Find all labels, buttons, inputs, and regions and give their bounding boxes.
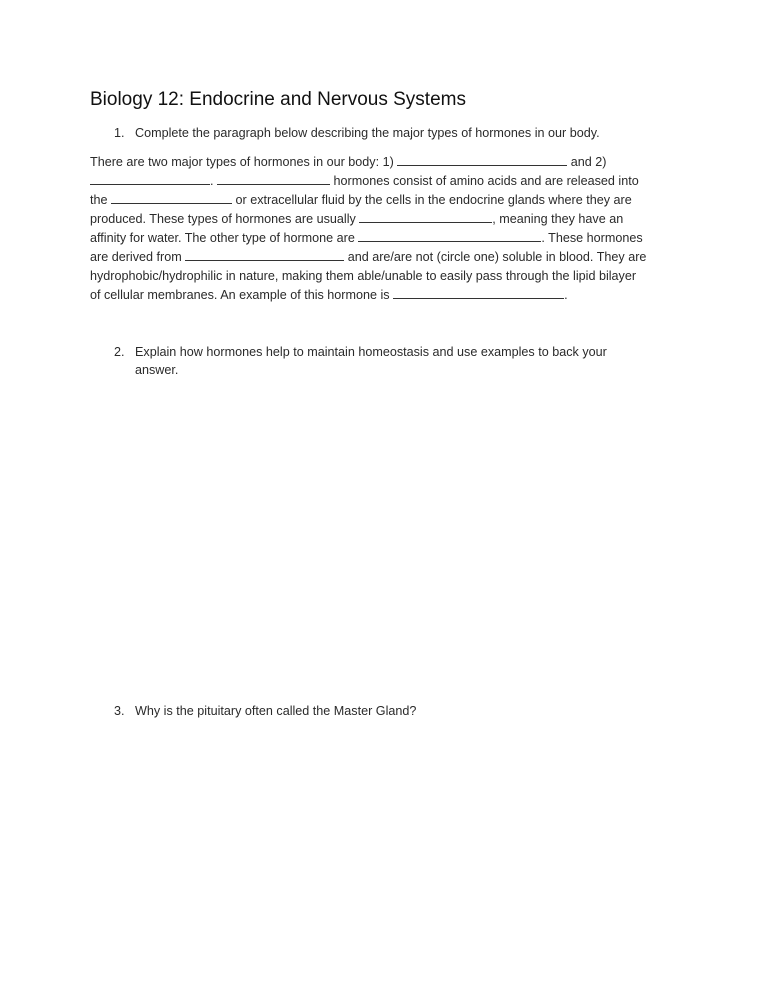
- text: hormones consist of amino acids and are released into: [330, 174, 639, 188]
- text: , meaning they have an: [492, 212, 624, 226]
- text: or extracellular fluid by the cells in the endocrine glands where they are: [232, 193, 632, 207]
- paragraph-line: hydrophobic/hydrophilic in nature, making them able/unable to easily pass through the lipid bilayer: [90, 269, 637, 283]
- text: and are/are not (circle one) soluble in blood. They are: [344, 250, 647, 264]
- paragraph-line: [90, 286, 568, 304]
- paragraph-line: [90, 153, 607, 171]
- paragraph-line: [90, 191, 632, 209]
- paragraph-line: [90, 229, 643, 247]
- question-3-text: Why is the pituitary often called the Master Gland?: [135, 704, 417, 718]
- question-2-text: Explain how hormones help to maintain homeostasis and use examples to back your: [135, 345, 607, 359]
- question-1-text: Complete the paragraph below describing the major types of hormones in our body.: [135, 126, 600, 140]
- text: are derived from: [90, 250, 186, 264]
- text: There are two major types of hormones in our body: 1): [90, 155, 398, 169]
- text: .: [210, 174, 217, 188]
- paragraph-line: [90, 172, 639, 190]
- question-3-number: 3.: [114, 704, 125, 718]
- blank-field-5[interactable]: [359, 210, 492, 223]
- question-1-number: 1.: [114, 126, 125, 140]
- text: .: [564, 288, 568, 302]
- text: the: [90, 193, 112, 207]
- blank-field-1[interactable]: [397, 153, 567, 166]
- text: of cellular membranes. An example of this hormone is: [90, 288, 394, 302]
- question-2-number: 2.: [114, 345, 125, 359]
- text: affinity for water. The other type of hormone are: [90, 231, 359, 245]
- text: . These hormones: [541, 231, 643, 245]
- page-title: Biology 12: Endocrine and Nervous Systems: [90, 89, 466, 110]
- text: produced. These types of hormones are usually: [90, 212, 360, 226]
- text: and 2): [567, 155, 607, 169]
- blank-field-4[interactable]: [111, 191, 232, 204]
- blank-field-8[interactable]: [393, 286, 564, 299]
- blank-field-3[interactable]: [217, 172, 330, 185]
- paragraph-line: [90, 248, 646, 266]
- question-2-text-cont: answer.: [135, 363, 179, 377]
- blank-field-2[interactable]: [90, 172, 210, 185]
- paragraph-line: [90, 210, 623, 228]
- blank-field-6[interactable]: [358, 229, 541, 242]
- blank-field-7[interactable]: [185, 248, 344, 261]
